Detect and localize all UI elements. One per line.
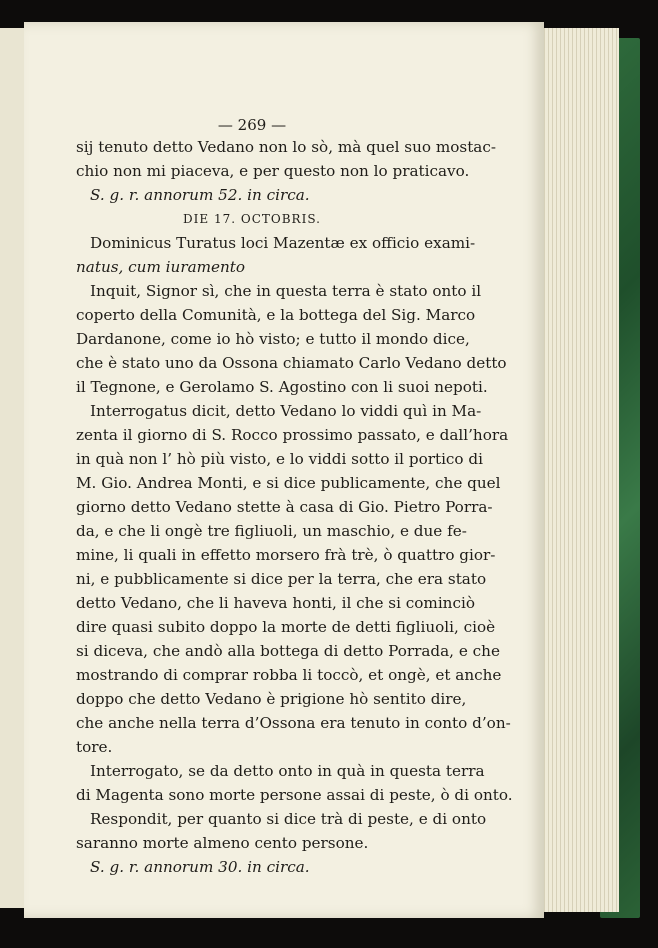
text-line: chio non mi piaceva, e per questo non lo praticavo. [76,162,470,180]
text-line: sij tenuto detto Vedano non lo sò, mà quel suo mostac- [76,138,496,156]
text-line: saranno morte almeno cento persone. [76,834,369,852]
text-line: doppo che detto Vedano è prigione hò sentito dire, [76,690,467,708]
text-line: Interrogatus dicit, detto Vedano lo viddi quì in Ma- [90,402,482,420]
text-line: giorno detto Vedano stette à casa di Gio. Pietro Porra- [76,498,493,516]
text-line: da, e che li ongè tre figliuoli, un maschio, e due fe- [76,522,467,540]
text-line: Dardanone, come io hò visto; e tutto il mondo dice, [76,330,470,348]
text-line: S. g. r. annorum 52. in circa. [90,186,310,204]
book-page [24,22,544,918]
text-line: che anche nella terra d’Ossona era tenuto in conto d’on- [76,714,511,732]
left-page-edge [0,28,25,908]
text-line: Interrogato, se da detto onto in quà in questa terra [90,762,485,780]
text-line: natus, cum iuramento [76,258,246,276]
text-line: detto Vedano, che li haveva honti, il che si cominciò [76,594,475,612]
text-line: mostrando di comprar robba li toccò, et ongè, et anche [76,666,502,684]
text-line: zenta il giorno di S. Rocco prossimo passato, e dall’hora [76,426,509,444]
text-line: Respondit, per quanto si dice trà di peste, e di onto [90,810,487,828]
text-line: in quà non l’ hò più visto, e lo viddi sotto il portico di [76,450,483,468]
text-line: Inquit, Signor sì, che in questa terra è stato onto il [90,282,482,300]
text-line: Dominicus Turatus loci Mazentæ ex officio exami- [90,234,476,252]
text-line: tore. [76,738,113,756]
text-line: M. Gio. Andrea Monti, e si dice publicamente, che quel [76,474,501,492]
page-edges [540,28,619,912]
text-line: S. g. r. annorum 30. in circa. [90,858,310,876]
text-line: si diceva, che andò alla bottega di detto Porrada, e che [76,642,500,660]
section-heading: DIE 17. OCTOBRIS. [183,212,321,226]
text-line: di Magenta sono morte persone assai di peste, ò di onto. [76,786,513,804]
text-line: ni, e pubblicamente si dice per la terra, che era stato [76,570,487,588]
text-line: che è stato uno da Ossona chiamato Carlo Vedano detto [76,354,507,372]
text-line: coperto della Comunità, e la bottega del Sig. Marco [76,306,476,324]
text-line: dire quasi subito doppo la morte de detti figliuoli, cioè [76,618,496,636]
text-line: il Tegnone, e Gerolamo S. Agostino con li suoi nepoti. [76,378,488,396]
text-line: mine, li quali in effetto morsero frà trè, ò quattro gior- [76,546,496,564]
page-number: — 269 — [217,116,287,134]
